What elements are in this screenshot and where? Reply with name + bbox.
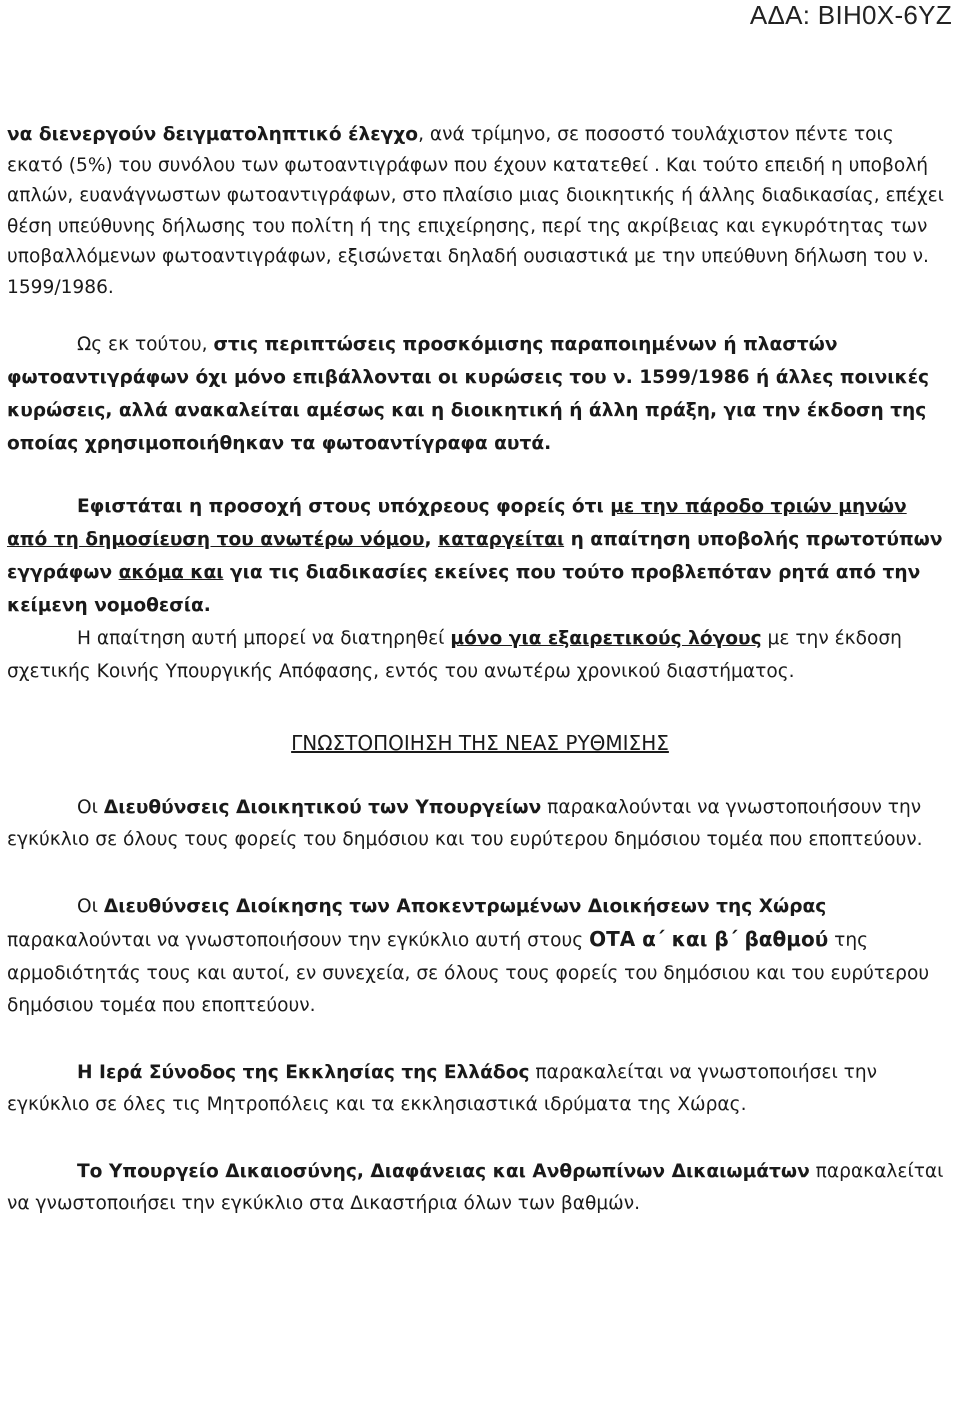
bold-phrase: ΟΤΑ α΄ και β΄ βαθμού — [589, 927, 829, 952]
bold-phrase: Η Ιερά Σύνοδος της Εκκλησίας της Ελλάδος — [77, 1061, 530, 1083]
paragraph-text: παρακαλείται να γνωστοποιήσει την εγκύκλιο στα Δικαστήρια όλων των βαθμών. — [7, 1160, 944, 1215]
paragraph-ministry-justice — [7, 1156, 953, 1221]
ada-code: ΑΔΑ: ΒΙΗ0Χ-6ΥΖ — [749, 0, 952, 30]
bold-phrase: Το Υπουργείο Δικαιοσύνης, Διαφάνειας και Ανθρωπίνων Δικαιωμάτων — [77, 1160, 810, 1182]
underlined-phrase: με την πάροδο τριών μηνών από τη δημοσίευση του ανωτέρω νόμου — [7, 495, 907, 550]
bold-phrase: Διευθύνσεις Διοικητικού των Υπουργείων — [103, 796, 542, 818]
section-heading: ΓΝΩΣΤΟΠΟΙΗΣΗ ΤΗΣ ΝΕΑΣ ΡΥΘΜΙΣΗΣ — [291, 730, 669, 755]
paragraph-text: Οι — [77, 796, 104, 818]
paragraph-sanctions — [7, 328, 953, 460]
paragraph-text: παρακαλούνται να γνωστοποιήσουν την εγκύκλιο σε όλους τους φορείς του δημόσιου και του ευρύτερου δημόσιου τομέα που εποπτεύουν. — [7, 796, 923, 851]
bold-phrase: στις περιπτώσεις προσκόμισης παραποιημένων ή πλαστών φωτοαντιγράφων όχι μόνο επιβάλλονται οι κυρώσεις του ν. 1599/1986 ή άλλες ποινικές κυρώσεις, αλλά ανακαλείται αμέσως και η διοικητική ή άλλη πράξη, για την έκδοση της οποίας χρησιμοποιήθηκαν τα φωτοαντίγραφα αυτά. — [7, 333, 930, 454]
bold-phrase: η απαίτηση υποβολής πρωτοτύπων εγγράφων — [7, 528, 943, 583]
bold-phrase: , — [424, 528, 439, 550]
paragraph-text: παρακαλούνται να γνωστοποιήσουν την εγκύκλιο αυτή στους — [7, 930, 590, 952]
paragraph-text: με την έκδοση σχετικής Κοινής Υπουργικής Απόφασης, εντός του ανωτέρω χρονικού διαστήματος. — [7, 627, 902, 682]
bold-phrase: Διευθύνσεις Διοίκησης των Αποκεντρωμένων Διοικήσεων της Χώρας — [103, 895, 827, 917]
document-body — [7, 120, 953, 1221]
paragraph-abolition — [7, 490, 953, 622]
paragraph-text: παρακαλείται να γνωστοποιήσει την εγκύκλιο σε όλες τις Μητροπόλεις και τα εκκλησιαστικά ιδρύματα της Χώρας. — [7, 1061, 878, 1116]
paragraph-sampling-check — [7, 120, 953, 304]
bold-phrase: για τις διαδικασίες εκείνες που τούτο προβλεπόταν ρητά από την κείμενη νομοθεσία. — [7, 561, 921, 616]
paragraph-text: της αρμοδιότητάς τους και αυτοί, εν συνεχεία, σε όλους τους φορείς του δημόσιου και του ευρύτερου δημόσιου τομέα που εποπτεύουν. — [7, 930, 930, 1017]
underlined-phrase: μόνο για εξαιρετικούς λόγους — [450, 627, 762, 649]
paragraph-exception — [7, 622, 953, 688]
paragraph-ministries — [7, 792, 953, 857]
bold-phrase: Εφιστάται η προσοχή στους υπόχρεους φορείς ότι — [77, 495, 611, 517]
paragraph-text: Οι — [77, 895, 104, 917]
paragraph-text: Η απαίτηση αυτή μπορεί να διατηρηθεί — [77, 627, 451, 649]
bold-phrase: να διενεργούν δειγματοληπτικό έλεγχο — [7, 124, 419, 145]
paragraph-decentralized-administrations — [7, 891, 953, 1023]
underlined-phrase: καταργείται — [438, 528, 565, 550]
underlined-phrase: ακόμα και — [118, 561, 224, 583]
paragraph-holy-synod — [7, 1057, 953, 1122]
paragraph-text: , ανά τρίμηνο, σε ποσοστό τουλάχιστον πέντε τοις εκατό (5%) του συνόλου των φωτοαντιγράφων που έχουν κατατεθεί . Και τούτο επειδή η υποβολή απλών, ευανάγνωστων φωτοαντιγράφων, στο πλαίσιο μιας διοικητικής ή άλλης διαδικασίας, επέχει θέση υπεύθυνης δήλωσης του πολίτη ή της επιχείρησης, περί της ακρίβειας και εγκυρότητας των υποβαλλόμενων φωτοαντιγράφων, εξισώνεται δηλαδή ουσιαστικά με την υπεύθυνη δήλωση του ν. 1599/1986. — [7, 124, 944, 298]
paragraph-text: Ως εκ τούτου, — [77, 333, 214, 355]
